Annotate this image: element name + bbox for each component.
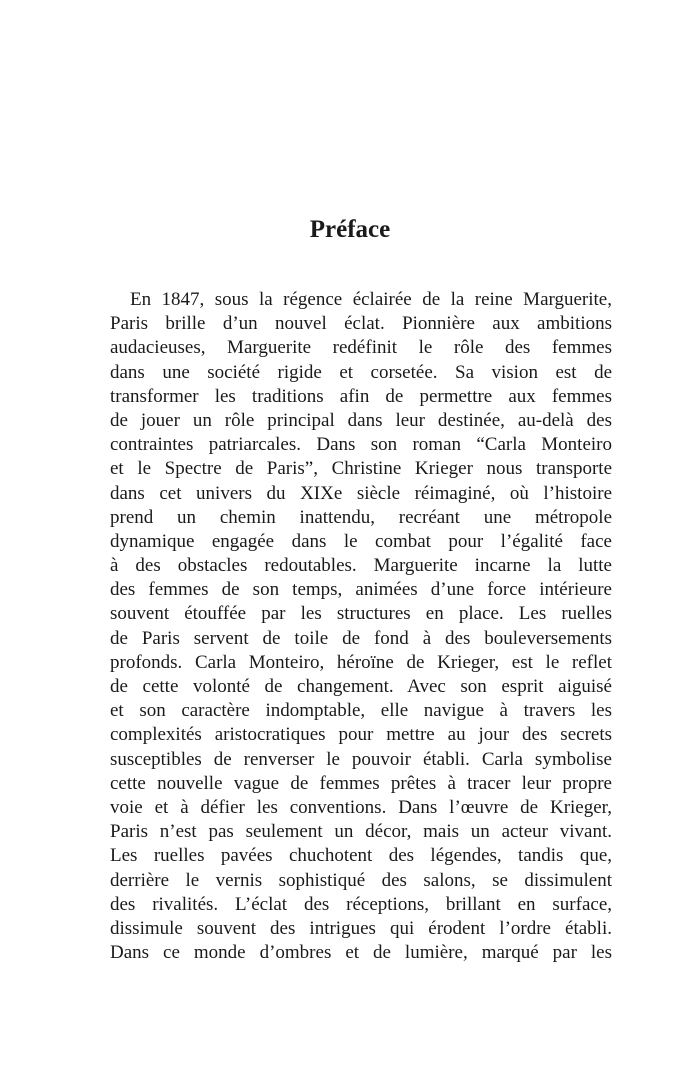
text-line: prend un chemin inattendu, recréant une métropole (110, 506, 612, 528)
text-line: Paris brille d’un nouvel éclat. Pionnière aux ambitions (110, 313, 612, 335)
text-line: dans cet univers du XIXe siècle réimaginé, où l’histoire (110, 482, 612, 504)
text-line: des rivalités. L’éclat des réceptions, brillant en surface, (110, 893, 612, 915)
text-line: contraintes patriarcales. Dans son roman “Carla Monteiro (110, 434, 612, 456)
text-line: à des obstacles redoutables. Marguerite incarne la lutte (110, 555, 612, 577)
text-line: profonds. Carla Monteiro, héroïne de Krieger, est le reflet (110, 651, 612, 673)
text-line: transformer les traditions afin de permettre aux femmes (110, 385, 612, 407)
text-line: Les ruelles pavées chuchotent des légendes, tandis que, (110, 845, 612, 867)
page-title: Préface (309, 216, 391, 243)
text-line: et son caractère indomptable, elle navigue à travers les (110, 700, 612, 722)
text-line: des femmes de son temps, animées d’une force intérieure (110, 579, 612, 601)
text-line: souvent étouffée par les structures en place. Les ruelles (110, 603, 612, 625)
text-line: dans une société rigide et corsetée. Sa vision est de (110, 361, 612, 383)
text-line: et le Spectre de Paris”, Christine Krieger nous transporte (110, 458, 612, 480)
text-line: voie et à défier les conventions. Dans l’œuvre de Krieger, (110, 796, 612, 818)
text-line: complexités aristocratiques pour mettre au jour des secrets (110, 724, 612, 746)
text-line: de cette volonté de changement. Avec son esprit aiguisé (110, 676, 612, 697)
text-line: cette nouvelle vague de femmes prêtes à tracer leur propre (110, 772, 612, 794)
text-line: Dans ce monde d’ombres et de lumière, marqué par les (110, 942, 612, 964)
text-line: dynamique engagée dans le combat pour l’égalité face (110, 530, 612, 552)
text-line: audacieuses, Marguerite redéfinit le rôle des femmes (110, 337, 612, 359)
text-line: dissimule souvent des intrigues qui érodent l’ordre établi. (110, 917, 612, 939)
text-line: derrière le vernis sophistiqué des salons, se dissimulent (110, 869, 612, 891)
text-line: En 1847, sous la régence éclairée de la reine Marguerite, (130, 289, 612, 310)
text-line: de Paris servent de toile de fond à des bouleversements (110, 627, 612, 649)
text-line: susceptibles de renverser le pouvoir établi. Carla symbolise (110, 748, 612, 770)
text-line: Paris n’est pas seulement un décor, mais un acteur vivant. (110, 821, 612, 843)
text-line: de jouer un rôle principal dans leur destinée, au-delà des (110, 409, 612, 431)
preface-paragraph (110, 288, 612, 965)
